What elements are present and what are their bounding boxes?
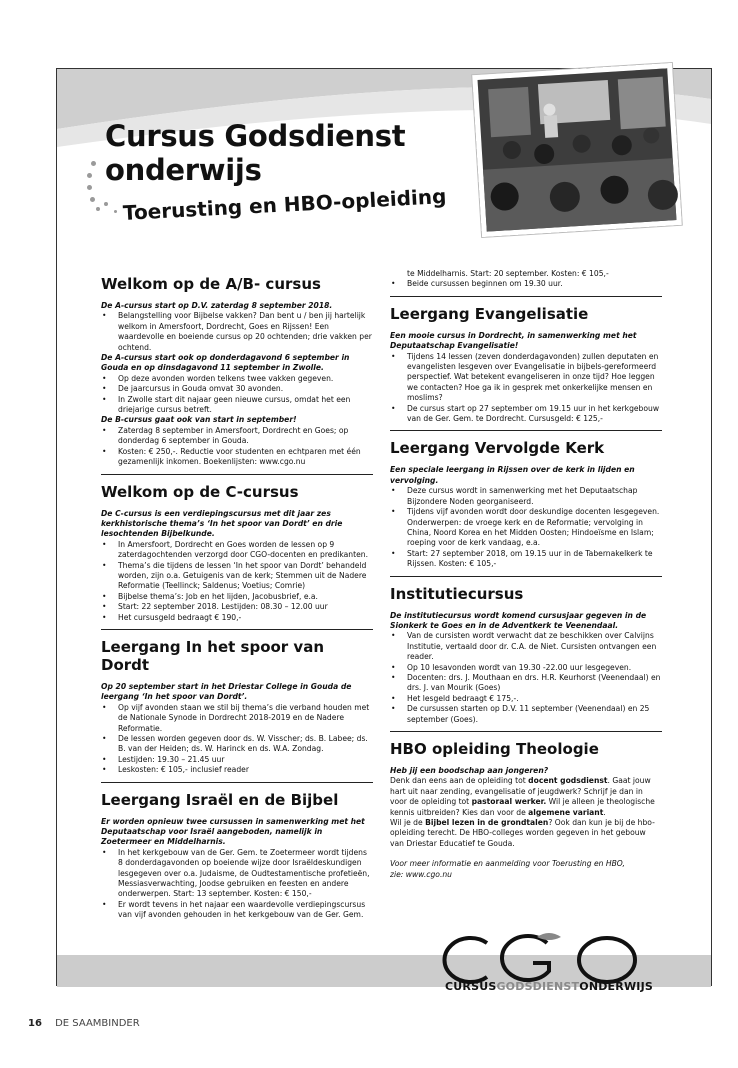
page-title [105, 119, 405, 187]
page-subtitle: Toerusting en HBO-opleiding [122, 184, 447, 225]
list-item: • Deze cursus wordt in samenwerking met het Deputaatschap Bijzondere Noden georganiseerd. [390, 486, 662, 507]
section-vervolgde-kerk [390, 430, 662, 569]
section-intro: De A-cursus start op D.V. zaterdag 8 september 2018. [101, 301, 333, 310]
hbo-paragraph-2 [390, 818, 662, 849]
list-item: • Op deze avonden worden telkens twee vakken gegeven. [101, 374, 373, 384]
page-frame [56, 68, 712, 993]
list-item: • Zaterdag 8 september in Amersfoort, Dordrecht en Goes; op donderdag 6 september in Gouda. [101, 426, 373, 447]
list-item: • Leskosten: € 105,- inclusief reader [101, 765, 373, 775]
more-info-line-1: Voor meer informatie en aanmelding voor Toerusting en HBO, [390, 859, 625, 869]
list-item: • Bijbelse thema’s: Job en het lijden, Jacobusbrief, e.a. [101, 592, 373, 602]
list-item: • Docenten: drs. J. Mouthaan en drs. H.R. Keurhorst (Veenendaal) en drs. J. van Mourik (Goes) [390, 673, 662, 694]
section-hbo-theologie [390, 731, 662, 880]
list-item: • In het kerkgebouw van de Ger. Gem. te Zoetermeer wordt tijdens 8 donderdagavonden op boeiende wijze door Israëldeskundigen lesgegeven over o.a. Judaisme, de Oudtestamentische profetieën, Messiasverwachting, Joodse gebruiken en feesten en andere onderwerpen. Start: 13 september. Kosten: € 150,- [101, 848, 373, 900]
section-evangelisatie [390, 296, 662, 425]
list-item: • Tijdens vijf avonden wordt door deskundige docenten lesgegeven. Onderwerpen: de vroege kerk en de Reformatie; vervolging in China, Noord Korea en het Midden Oosten; Hindoeïsme en Islam; roeping voor de kerk vandaag, e.a. [390, 507, 662, 549]
section-heading: HBO opleiding Theologie [390, 740, 599, 758]
text-run: ? Ook dan kun je bij de hbo-opleiding terecht. De HBO-colleges worden gegeven in het gebouw van Driestar Educatief te Gouda. [390, 818, 655, 848]
list-item: • Start: 22 september 2018. Lestijden: 08.30 – 12.00 uur [101, 602, 373, 612]
section-ab-cursus [101, 275, 373, 468]
bullet-list [390, 279, 662, 289]
bullet-list [101, 703, 373, 776]
list-item: • Beide cursussen beginnen om 19.30 uur. [390, 279, 662, 289]
bullet-list [390, 631, 662, 725]
left-column [101, 269, 373, 927]
page-footer [28, 1018, 140, 1029]
bullet-list [101, 426, 373, 468]
list-item: • De jaarcursus in Gouda omvat 30 avonden. [101, 384, 373, 394]
section-intro: Heb jij een boodschap aan jongeren? [390, 766, 549, 775]
section-c-cursus [101, 474, 373, 623]
text-run: Wil je de [390, 818, 426, 828]
bullet-list [101, 374, 373, 416]
section-heading: Leergang Israël en de Bijbel [101, 790, 339, 809]
list-item: • Er wordt tevens in het najaar een waardevolle verdiepingscursus van vijf avonden gehouden in het kerkgebouw van de Ger. Gem. [101, 900, 373, 921]
section-heading: Leergang In het spoor van Dordt [101, 637, 325, 674]
text-run-bold: Bijbel lezen in de grondtalen [425, 818, 549, 828]
hbo-paragraph-1 [390, 776, 662, 818]
section-israel-continued [390, 269, 662, 290]
list-item: • Het lesgeld bedraagt € 175,-. [390, 694, 662, 704]
right-column [390, 269, 662, 886]
classroom-photo [472, 63, 682, 237]
section-dordt [101, 629, 373, 776]
section-heading: Welkom op de C-cursus [101, 482, 299, 501]
logo-text-part-highlight: GODSDIENST [496, 980, 580, 993]
section-intro: De B-cursus gaat ook van start in september! [101, 415, 297, 425]
section-heading: Institutiecursus [390, 584, 524, 603]
list-item: • Belangstelling voor Bijbelse vakken? Dan bent u / ben jij hartelijk welkom in Amersfoort, Dordrecht, Goes en Rijssen! Een waardevolle en boeiende cursus op 20 ochtenden; drie vakken per ochtend. [101, 311, 373, 353]
bullet-list [101, 848, 373, 921]
logo-text-part: CURSUS [445, 980, 497, 993]
page-number: 16 [28, 1018, 42, 1029]
section-heading: Welkom op de A/B- cursus [101, 275, 321, 293]
more-info [390, 859, 662, 880]
section-intro: Op 20 september start in het Driestar College in Gouda de leergang ‘In het spoor van Dordt’. [101, 681, 352, 702]
section-intro: De A-cursus start ook op donderdagavond 6 september in Gouda en op dinsdagavond 11 september in Zwolle. [101, 353, 350, 373]
cgo-logo-text [429, 980, 669, 993]
title-line-1: Cursus Godsdienst [105, 119, 406, 153]
list-item: • Start: 27 september 2018, om 19.15 uur in de Tabernakelkerk te Rijssen. Kosten: € 105,- [390, 549, 662, 570]
text-run: . Gaat jouw hart uit naar zending, evangelisatie of jeugdwerk? Schrijf je dan in voor de opleiding tot [390, 776, 651, 807]
text-run-bold: docent godsdienst [528, 776, 608, 786]
list-item: • Thema’s die tijdens de lessen ‘In het spoor van Dordt’ behandeld worden, zijn o.a. Getuigenis van de kerk; Stemmen uit de Nadere Reformatie (Teellinck; Saldenus; Voetius; Comrie) [101, 561, 373, 592]
list-item: • Op 10 lesavonden wordt van 19.30 -22.00 uur lesgegeven. [390, 663, 662, 673]
list-item: • Van de cursisten wordt verwacht dat ze beschikken over Calvijns Institutie, vertaald door dr. C.A. de Niet. Cursisten ontvangen een reader. [390, 631, 662, 662]
section-intro: De C-cursus is een verdiepingscursus met dit jaar zes kerkhistorische thema’s ‘In het spoor van Dordt’ en drie lesochtenden Bijbelkunde. [101, 508, 343, 539]
section-intro: Een mooie cursus in Dordrecht, in samenwerking met het Deputaatschap Evangelisatie! [390, 330, 637, 351]
section-institutiecursus [390, 576, 662, 725]
text-run: Wil je alleen je theologische kennis uitbreiden? Kies dan voor de [390, 797, 655, 817]
bullet-list [101, 540, 373, 623]
list-item: • De lessen worden gegeven door ds. W. Visscher; ds. B. Labee; ds. B. van der Heiden; ds. W. Harinck en ds. W.A. Zondag. [101, 734, 373, 755]
section-heading: Leergang Vervolgde Kerk [390, 439, 605, 458]
continued-text: te Middelharnis. Start: 20 september. Kosten: € 105,- [407, 269, 609, 278]
more-info-line-2: zie: www.cgo.nu [390, 869, 452, 879]
section-heading: Leergang Evangelisatie [390, 304, 589, 323]
section-intro: De institutiecursus wordt komend cursusjaar gegeven in de Sionkerk te Goes en in de Adventkerk te Veenendaal. [390, 610, 647, 630]
section-intro: Er worden opnieuw twee cursussen in samenwerking met het Deputaatschap voor Israël aangeboden, namelijk in Zoetermeer en Middelharnis. [101, 816, 365, 847]
bullet-list [390, 352, 662, 425]
text-run-bold: pastoraal werker. [471, 797, 547, 807]
list-item: • In Amersfoort, Dordrecht en Goes worden de lessen op 9 zaterdagochtenden verzorgd door CGO-docenten en predikanten. [101, 540, 373, 561]
text-run: Denk dan eens aan de opleiding tot [390, 776, 529, 786]
list-item: • Kosten: € 250,-. Reductie voor studenten en echtparen met één gezamenlijk inkomen. Boekenlijsten: www.cgo.nu [101, 447, 373, 468]
text-run: . [603, 807, 606, 817]
list-item: • De cursussen starten op D.V. 11 september (Veenendaal) en 25 september (Goes). [390, 704, 662, 725]
title-line-2: onderwijs [105, 153, 262, 187]
list-item: • Op vijf avonden staan we stil bij thema’s die verband houden met de Nationale Synode in Dordrecht 2018-2019 en de Nadere Reformatie. [101, 703, 373, 734]
text-run-bold: algemene variant [528, 807, 604, 817]
section-israel [101, 782, 373, 921]
list-item: • Lestijden: 19.30 – 21.45 uur [101, 755, 373, 765]
list-item: • Tijdens 14 lessen (zeven donderdagavonden) zullen deputaten en evangelisten lesgeven over Evangelisatie in bijbels-gereformeerd perspectief. Wat betekent evangeliseren in onze tijd? Hoe leggen we contacten? Hoe ga ik in gesprek met onkerkelijke mensen en moslims? [390, 352, 662, 404]
list-item: • De cursus start op 27 september om 19.15 uur in het kerkgebouw van de Ger. Gem. te Dordrecht. Cursusgeld: € 125,- [390, 404, 662, 425]
magazine-name: DE SAAMBINDER [55, 1018, 140, 1029]
section-intro: Een speciale leergang in Rijssen over de kerk in lijden en vervolging. [390, 465, 635, 485]
list-item: • In Zwolle start dit najaar geen nieuwe cursus, omdat het een driejarige cursus betreft. [101, 395, 373, 416]
list-item: • Het cursusgeld bedraagt € 190,- [101, 613, 373, 623]
logo-text-part: ONDERWIJS [579, 980, 653, 993]
bullet-list [101, 311, 373, 353]
bullet-list [390, 486, 662, 569]
